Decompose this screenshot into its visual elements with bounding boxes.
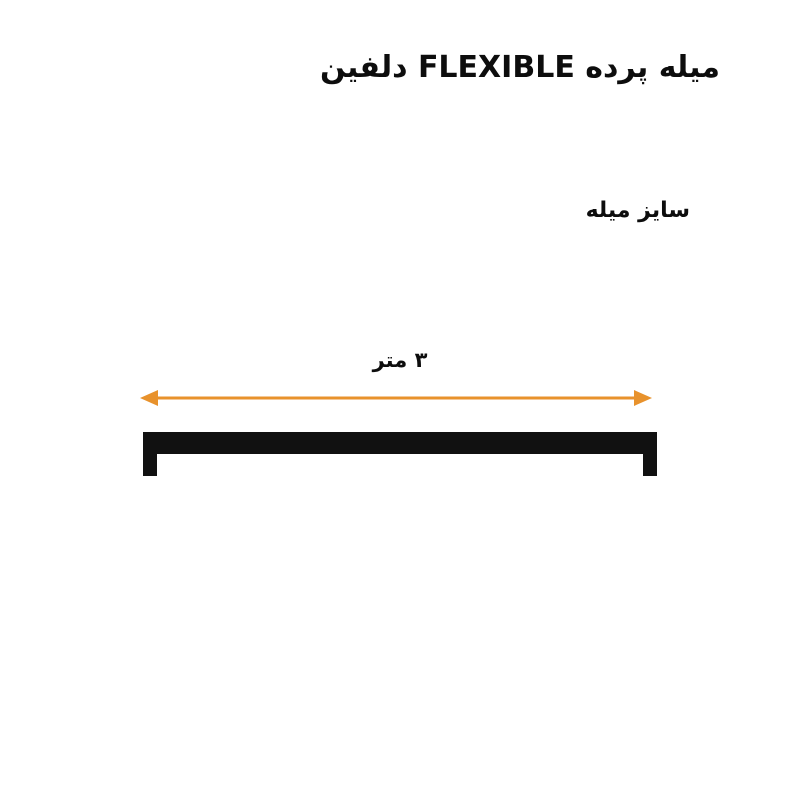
section-label-rod-size: سایز میله	[585, 198, 690, 223]
rod-bracket-left	[143, 454, 157, 476]
page-title: میله پرده FLEXIBLE دلفین	[319, 50, 720, 85]
dimension-label: ۳ متر	[372, 348, 428, 372]
double-headed-arrow-icon	[140, 380, 652, 416]
rod-bracket-right	[643, 454, 657, 476]
rod-bar	[143, 432, 657, 454]
curtain-rod-icon	[140, 432, 660, 482]
